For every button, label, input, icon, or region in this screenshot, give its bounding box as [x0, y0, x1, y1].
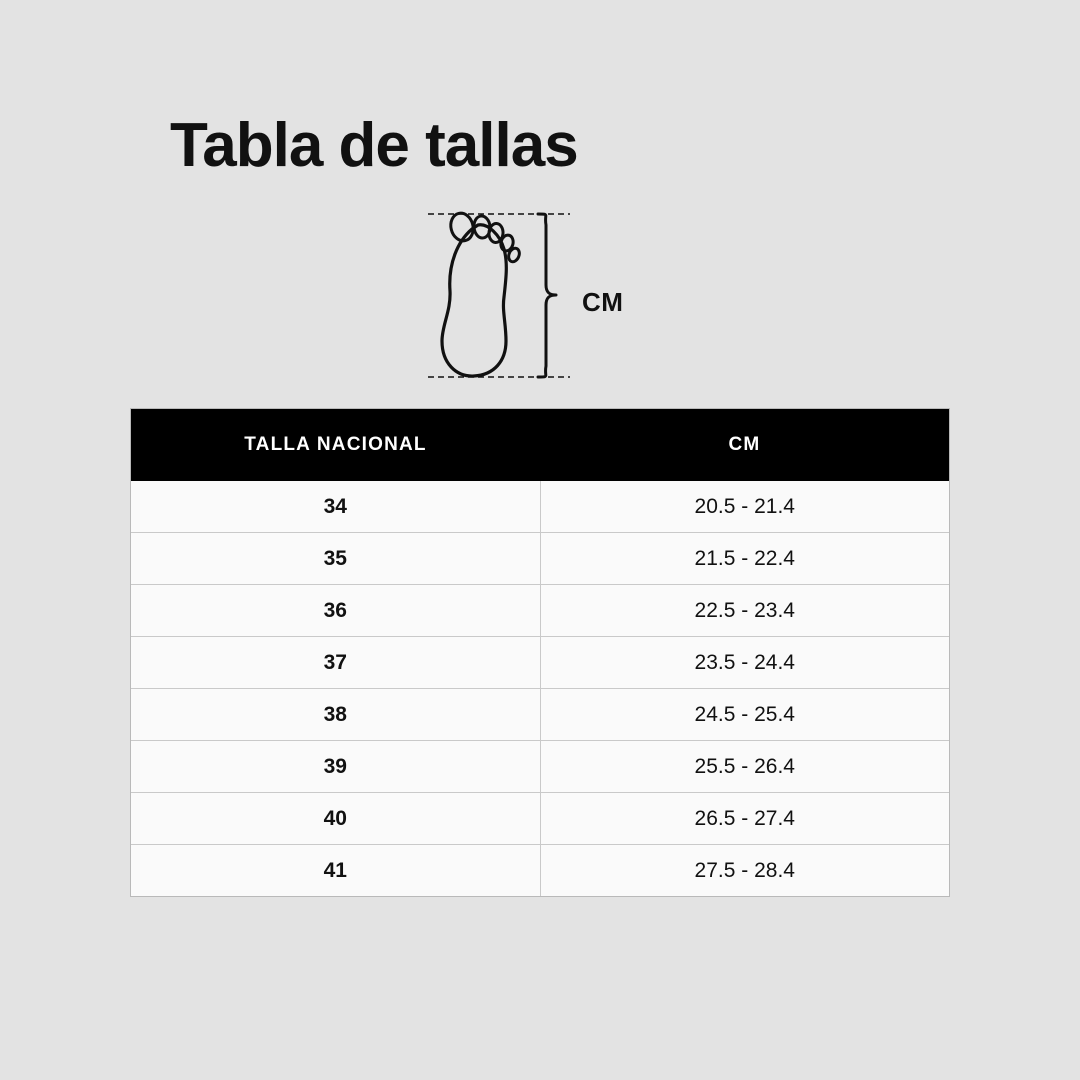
cell-cm: 26.5 - 27.4 [540, 793, 949, 845]
size-table-container [130, 408, 950, 897]
cell-cm: 24.5 - 25.4 [540, 689, 949, 741]
column-header-talla-nacional: TALLA NACIONAL [131, 409, 540, 481]
table-row [131, 585, 949, 637]
measure-bracket [538, 214, 556, 377]
table-row [131, 793, 949, 845]
table-header-row [131, 409, 949, 481]
table-row [131, 741, 949, 793]
cell-size: 37 [131, 637, 540, 689]
cm-measure-label: CM [582, 287, 624, 317]
cell-size: 38 [131, 689, 540, 741]
foot-sole-icon [420, 205, 680, 395]
size-table [131, 409, 949, 896]
cell-cm: 20.5 - 21.4 [540, 481, 949, 533]
column-header-cm: CM [540, 409, 949, 481]
table-row [131, 481, 949, 533]
page-title: Tabla de tallas [170, 111, 578, 180]
size-table-header [131, 409, 949, 481]
cell-cm: 22.5 - 23.4 [540, 585, 949, 637]
cell-cm: 25.5 - 26.4 [540, 741, 949, 793]
table-row [131, 689, 949, 741]
table-row [131, 637, 949, 689]
size-table-body [131, 481, 949, 896]
cell-size: 39 [131, 741, 540, 793]
cell-cm: 27.5 - 28.4 [540, 845, 949, 897]
cell-cm: 21.5 - 22.4 [540, 533, 949, 585]
cell-size: 41 [131, 845, 540, 897]
table-row [131, 845, 949, 897]
cell-cm: 23.5 - 24.4 [540, 637, 949, 689]
cell-size: 34 [131, 481, 540, 533]
cell-size: 36 [131, 585, 540, 637]
cell-size: 35 [131, 533, 540, 585]
table-row [131, 533, 949, 585]
cell-size: 40 [131, 793, 540, 845]
foot-measure-diagram [420, 205, 680, 395]
